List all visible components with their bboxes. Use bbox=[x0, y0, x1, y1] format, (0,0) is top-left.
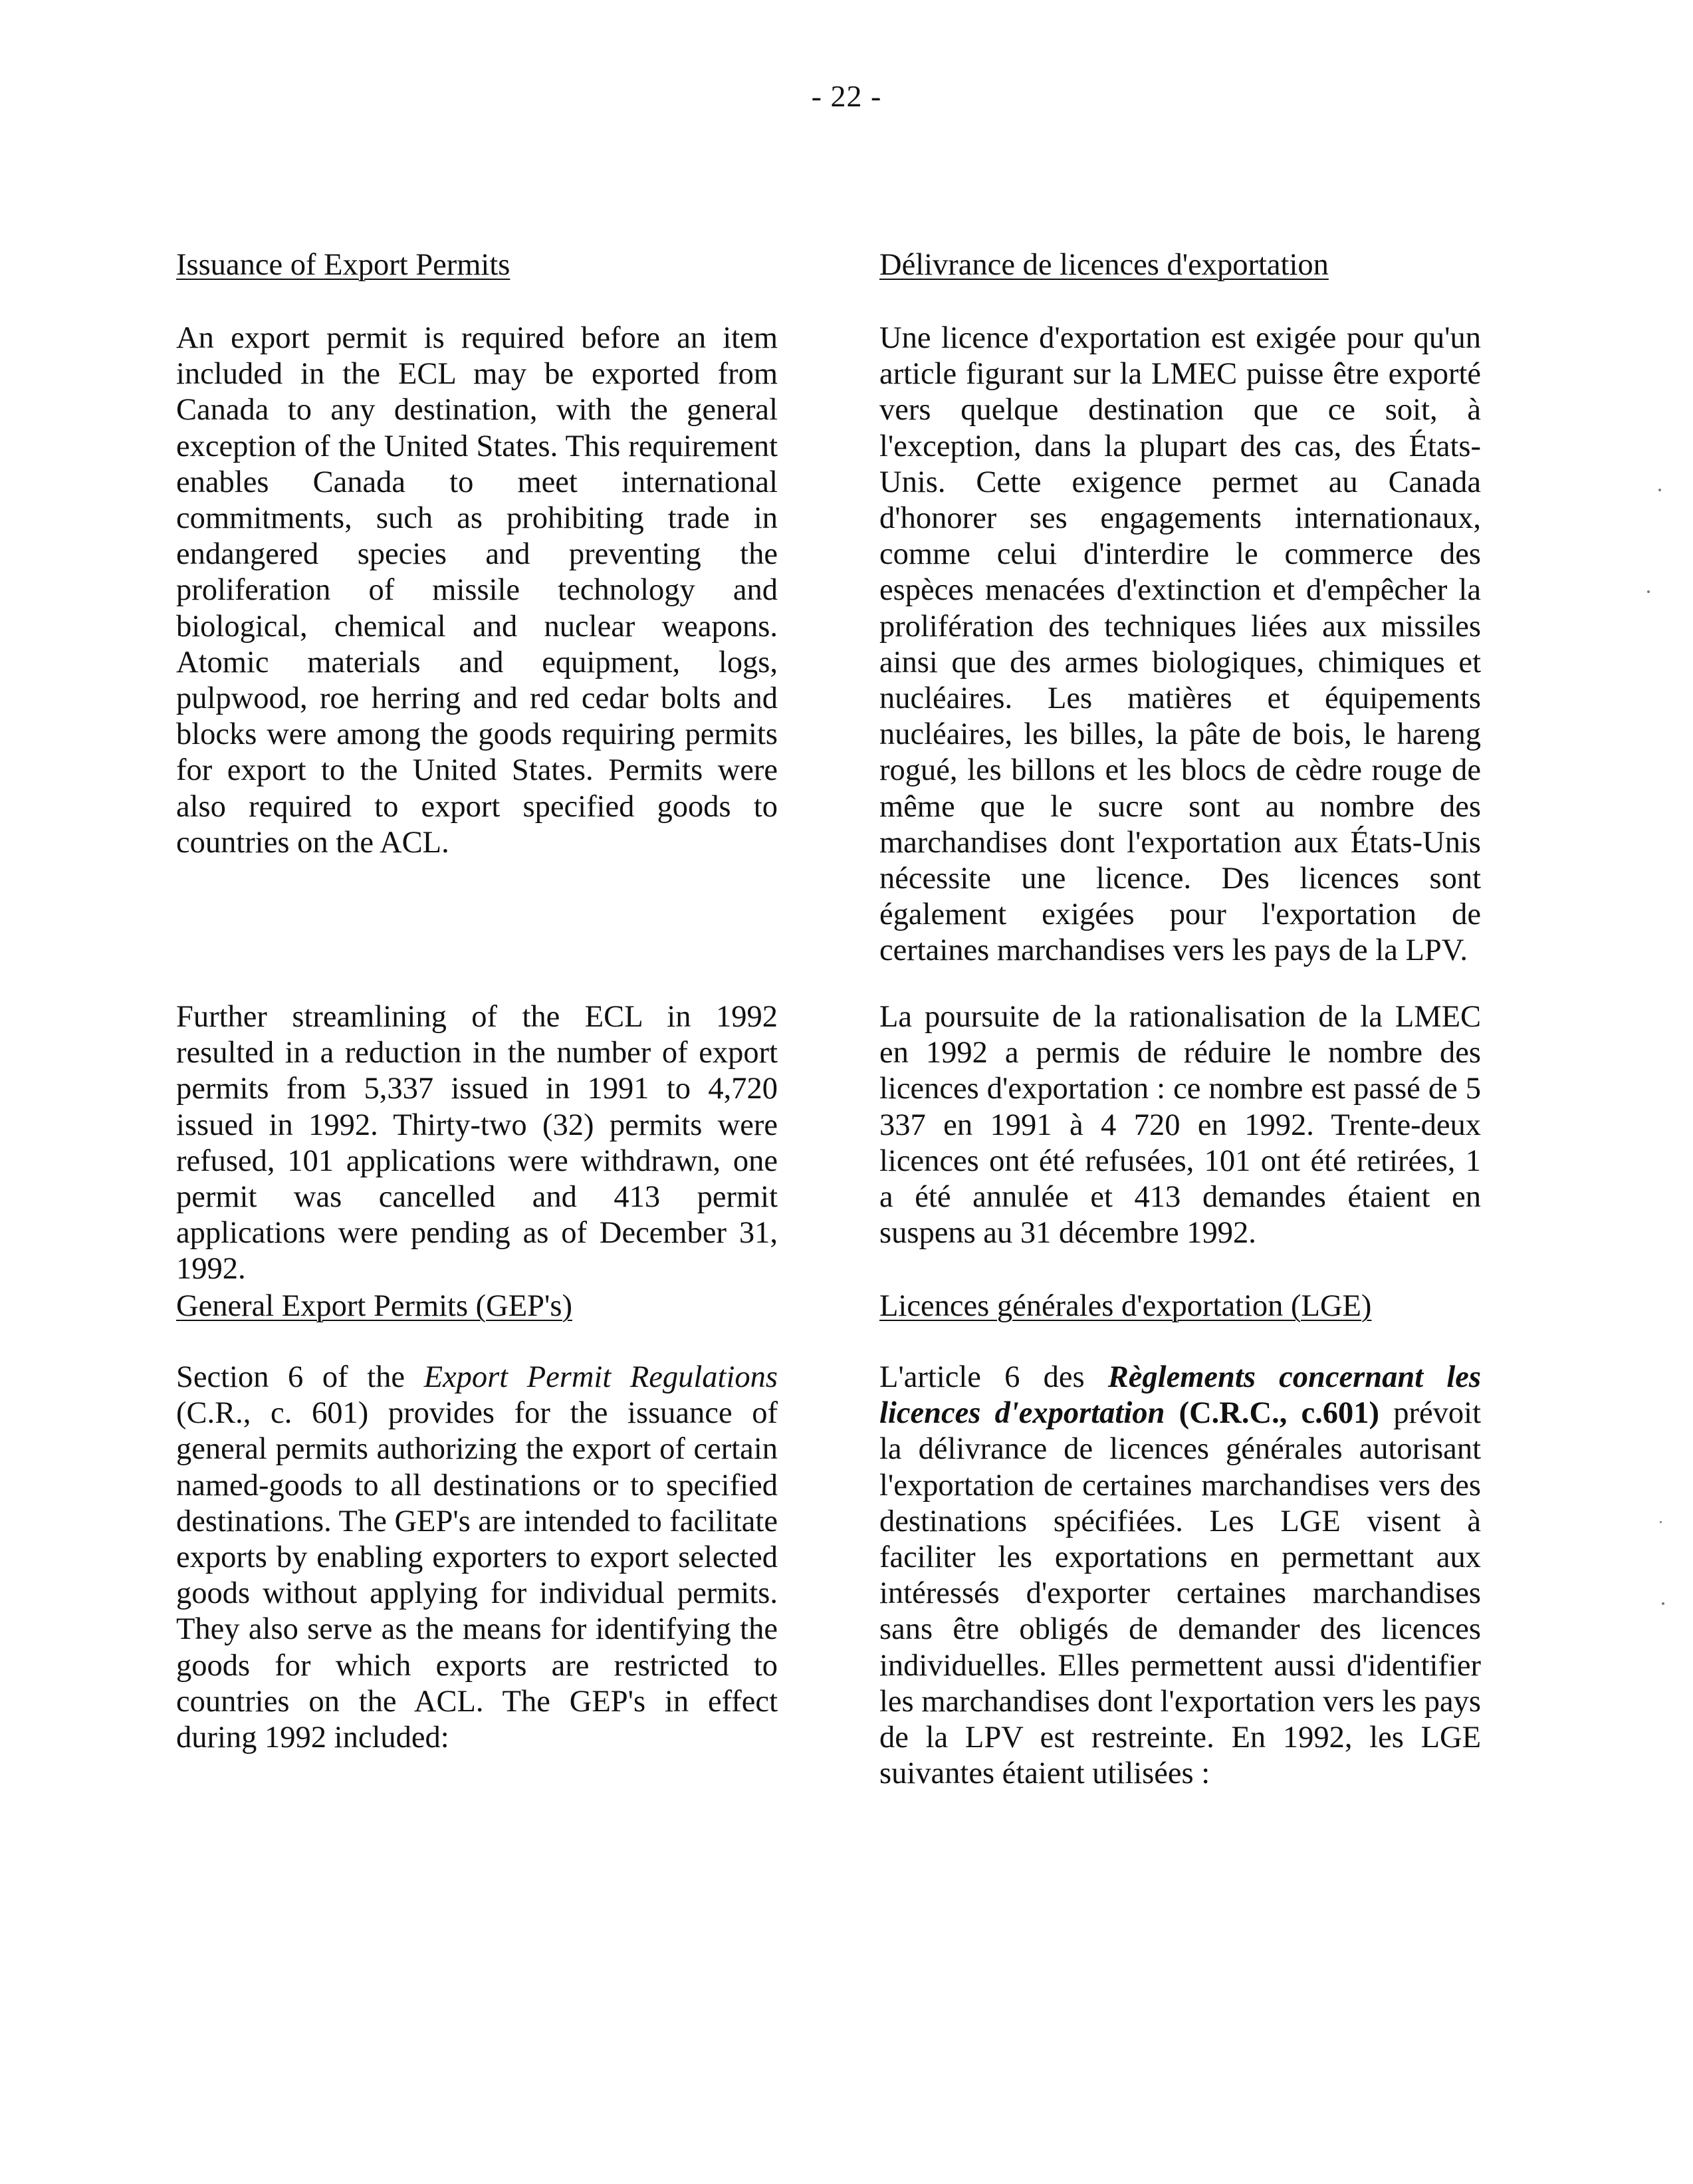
text-run: Section 6 of the bbox=[176, 1360, 424, 1394]
text-run: prévoit la délivrance de licences générales autorisant l'exportation de certaines marchandises vers des destinations spécifiées. Les LGE visent à faciliter les exportations en permettant aux intéressés d'exporter certaines marchandises sans être obligés de demander des licences individuelles. Elles permettent aussi d'identifier les marchandises dont l'exportation vers les pays de la LPV est restreinte. En 1992, les LGE suivantes étaient utilisées : bbox=[879, 1396, 1481, 1791]
text-run: (C.R., c. 601) provides for the issuance of general permits authorizing the export of certain named-goods to all destinations or to specified destinations. The GEP's are intended to facilitate exports by enabling exporters to export selected goods without applying for individual permits. They also serve as the means for identifying the goods for which exports are restricted to countries on the ACL. The GEP's in effect during 1992 included: bbox=[176, 1396, 778, 1755]
regulation-citation: (C.R.C., c.601) bbox=[1165, 1396, 1380, 1431]
page-number: - 22 - bbox=[811, 79, 882, 113]
paragraph-streamlining-ecl: Further streamlining of the ECL in 1992 resulted in a reduction in the number of export permits from 5,337 issued in 1991 to 4,720 issued in 1992. Thirty-two (32) permits were refused, 101 applications were withdrawn, one permit was cancelled and 413 permit applications were pending as of December 31, 1992. bbox=[176, 1000, 778, 1286]
paragraph-section-6-regulations bbox=[176, 1360, 778, 1756]
heading-general-export-permits: General Export Permits (GEP's) bbox=[176, 1289, 572, 1323]
text-run: L'article 6 des bbox=[879, 1360, 1108, 1394]
heading-licences-generales: Licences générales d'exportation (LGE) bbox=[879, 1289, 1372, 1323]
paragraph-licence-exigee: Une licence d'exportation est exigée pour qu'un article figurant sur la LMEC puisse être exporté vers quelque destination que ce soit, à l'exception, dans la plupart des cas, des États-Unis. Cette exigence permet au Canada d'honorer ses engagements internationaux, comme celui d'interdire le commerce des espèces menacées d'extinction et d'empêcher la prolifération des techniques liées aux missiles ainsi que des armes biologiques, chimiques et nucléaires. Les matières et équipements nucléaires, les billes, la pâte de bois, le hareng rogué, les billons et les blocs de cèdre rouge de même que le sucre sont au nombre des marchandises dont l'exportation aux États-Unis nécessite une licence. Des licences sont également exigées pour l'exportation de certaines marchandises vers les pays de la LPV. bbox=[879, 321, 1481, 968]
scan-speck bbox=[1660, 1521, 1662, 1523]
regulation-title: Règlements concernant les licences d'exportation bbox=[879, 1360, 1481, 1431]
paragraph-rationalisation-lmec: La poursuite de la rationalisation de la LMEC en 1992 a permis de réduire le nombre des licences d'exportation : ce nombre est passé de 5 337 en 1991 à 4 720 en 1992. Trente-deux licences ont été refusées, 101 ont été retirées, 1 a été annulée et 413 demandes étaient en suspens au 31 décembre 1992. bbox=[879, 1000, 1481, 1251]
scan-speck bbox=[1658, 489, 1661, 491]
scan-speck bbox=[1647, 590, 1650, 593]
regulation-title: Export Permit Regulations bbox=[423, 1360, 778, 1394]
heading-delivrance-licences: Délivrance de licences d'exportation bbox=[879, 248, 1329, 282]
heading-issuance-export-permits: Issuance of Export Permits bbox=[176, 248, 510, 282]
paragraph-export-permit-requirement: An export permit is required before an item included in the ECL may be exported from Canada to any destination, with the general exception of the United States. This requirement enables Canada to meet international commitments, such as prohibiting trade in endangered species and preventing the proliferation of missile technology and biological, chemical and nuclear weapons. Atomic materials and equipment, logs, pulpwood, roe herring and red cedar bolts and blocks were among the goods requiring permits for export to the United States. Permits were also required to export specified goods to countries on the ACL. bbox=[176, 321, 778, 860]
scan-speck bbox=[1662, 1602, 1664, 1605]
paragraph-article-6-reglements bbox=[879, 1360, 1481, 1792]
